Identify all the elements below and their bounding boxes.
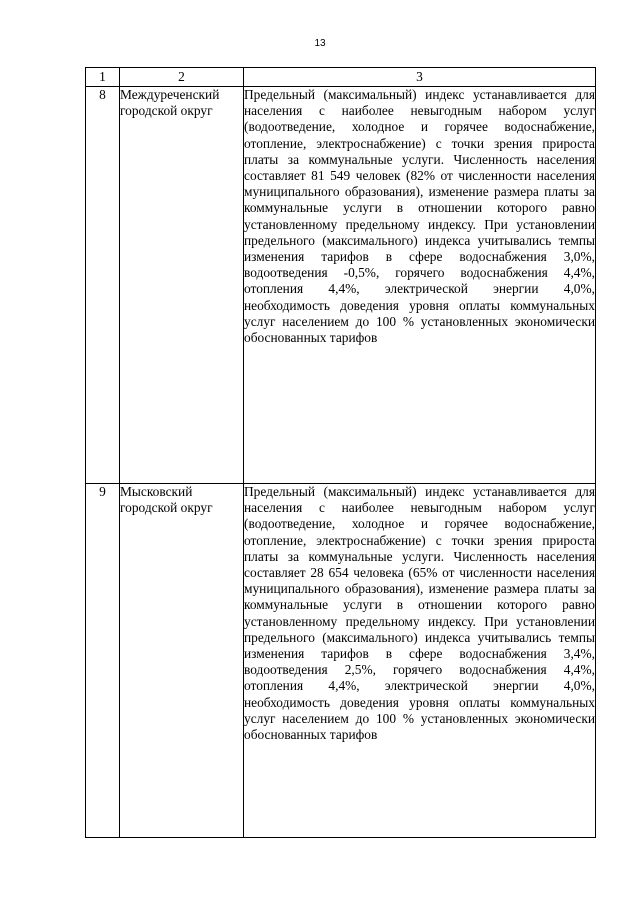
table-row — [86, 87, 596, 484]
header-col-2: 2 — [120, 68, 244, 87]
row-number: 8 — [86, 87, 120, 484]
table-header-row — [86, 68, 596, 87]
row-number: 9 — [86, 484, 120, 838]
page-number: 13 — [314, 38, 326, 49]
table-row — [86, 484, 596, 838]
description-cell — [244, 484, 596, 838]
header-col-3: 3 — [244, 68, 596, 87]
municipality-name: Междуреченский городской округ — [120, 87, 244, 484]
tariff-index-table — [85, 67, 596, 838]
header-col-1: 1 — [86, 68, 120, 87]
description-text: Предельный (максимальный) индекс устанавливается для населения с наиболее невыгодным набором услуг (водоотведение, холодное и горячее водоснабжение, отопление, электроснабжение) с точки зрения прироста платы за коммунальные услуги. Численность населения составляет 28 654 человека (65% от численности населения муниципального образования), изменение размера платы за коммунальные услуги в отношении которого равно установленному предельному индексу. При установлении предельного (максимального) индекса учитывались темпы изменения тарифов в сфере водоснабжения 3,4%, водоотведения 2,5%, горячего водоснабжения 4,4%, отопления 4,4%, электрической энергии 4,0%, необходимость доведения уровня оплаты коммунальных услуг населением до 100 % установленных экономически обоснованных тарифов — [244, 484, 595, 743]
description-cell — [244, 87, 596, 484]
municipality-name: Мысковский городской округ — [120, 484, 244, 838]
description-text: Предельный (максимальный) индекс устанавливается для населения с наиболее невыгодным набором услуг (водоотведение, холодное и горячее водоснабжение, отопление, электроснабжение) с точки зрения прироста платы за коммунальные услуги. Численность населения составляет 81 549 человек (82% от численности населения муниципального образования), изменение размера платы за коммунальные услуги в отношении которого равно установленному предельному индексу. При установлении предельного (максимального) индекса учитывались темпы изменения тарифов в сфере водоснабжения 3,0%, водоотведения -0,5%, горячего водоснабжения 4,4%, отопления 4,4%, электрической энергии 4,0%, необходимость доведения уровня оплаты коммунальных услуг населением до 100 % установленных экономически обоснованных тарифов — [244, 87, 595, 346]
